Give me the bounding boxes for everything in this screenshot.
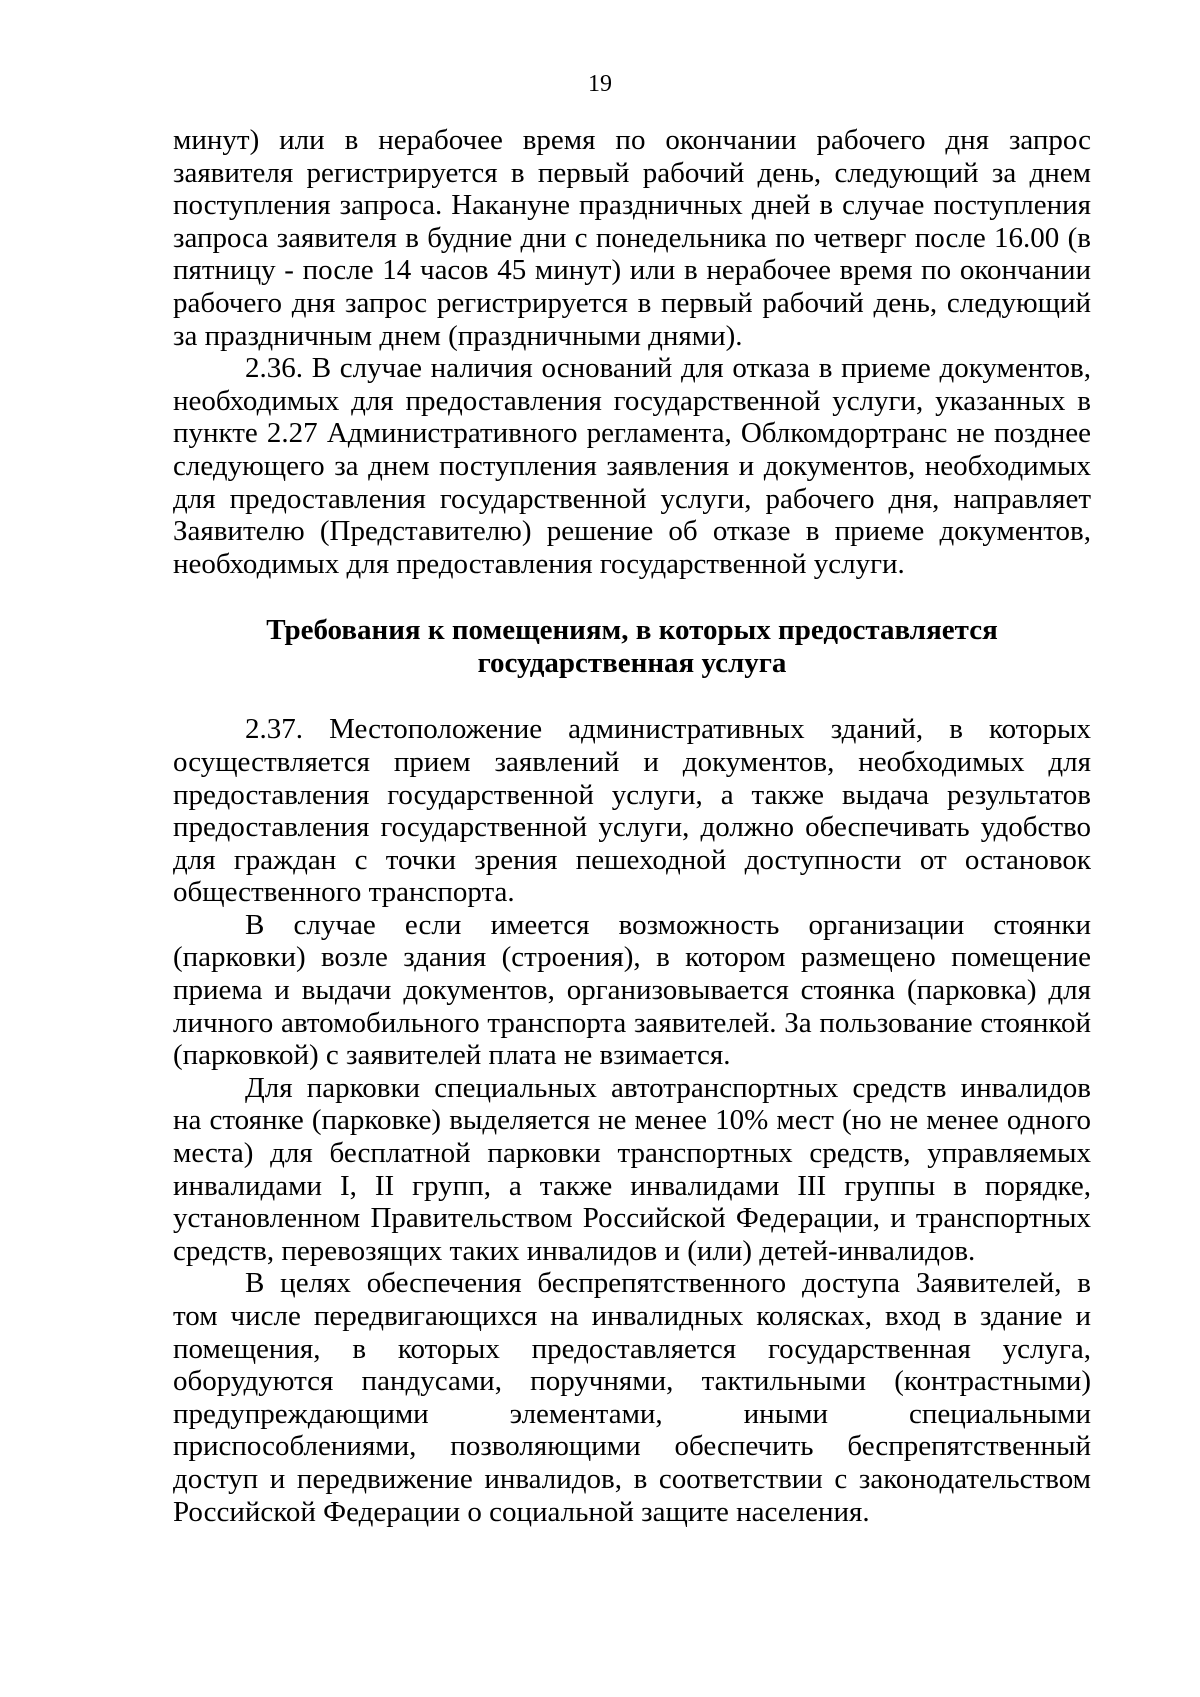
section-heading-line-2: государственная услуга [477, 647, 787, 680]
section-heading [173, 614, 1091, 680]
paragraph-disabled-parking: Для парковки специальных автотранспортных средств инвалидов на стоянке (парковке) выделяется не менее 10% мест (но не менее одного места) для бесплатной парковки транспортных средств, управляемых инвалидами I, II групп, а также инвалидами III группы в порядке, установленном Правительством Российской Федерации, и транспортных средств, перевозящих таких инвалидов и (или) детей-инвалидов. [173, 1071, 1091, 1267]
paragraph-accessibility: В целях обеспечения беспрепятственного доступа Заявителей, в том числе передвигающихся на инвалидных колясках, вход в здание и помещения, в которых предоставляется государственная услуга, оборудуются пандусами, поручнями, тактильными (контрастными) предупреждающими элементами, иными специальными приспособлениями, позволяющими обеспечить беспрепятственный доступ и передвижение инвалидов, в соответствии с законодательством Российской Федерации о социальной защите населения. [173, 1267, 1091, 1528]
page-number: 19 [588, 71, 612, 97]
paragraph-continuation: минут) или в нерабочее время по окончании рабочего дня запрос заявителя регистрируется в первый рабочий день, следующий за днем поступления запроса. Накануне праздничных дней в случае поступления запроса заявителя в будние дни с понедельника по четверг после 16.00 (в пятницу - после 14 часов 45 минут) или в нерабочее время по окончании рабочего дня запрос регистрируется в первый рабочий день, следующий за праздничным днем (праздничными днями). [173, 124, 1091, 352]
paragraph-2-37: 2.37. Местоположение административных зданий, в которых осуществляется прием заявлений и документов, необходимых для предоставления государственной услуги, а также выдача результатов предоставления государственной услуги, должно обеспечивать удобство для граждан с точки зрения пешеходной доступности от остановок общественного транспорта. [173, 713, 1091, 909]
section-heading-line-1: Требования к помещениям, в которых предоставляется [266, 614, 998, 647]
paragraph-parking: В случае если имеется возможность организации стоянки (парковки) возле здания (строения), в котором размещено помещение приема и выдачи документов, организовывается стоянка (парковка) для личного автомобильного транспорта заявителей. За пользование стоянкой (парковкой) с заявителей плата не взимается. [173, 908, 1091, 1072]
paragraph-2-36: 2.36. В случае наличия оснований для отказа в приеме документов, необходимых для предоставления государственной услуги, указанных в пункте 2.27 Административного регламента, Облкомдортранс не позднее следующего за днем поступления заявления и документов, необходимых для предоставления государственной услуги, рабочего дня, направляет Заявителю (Представителю) решение об отказе в приеме документов, необходимых для предоставления государственной услуги. [173, 352, 1091, 580]
document-body [173, 124, 1091, 1528]
